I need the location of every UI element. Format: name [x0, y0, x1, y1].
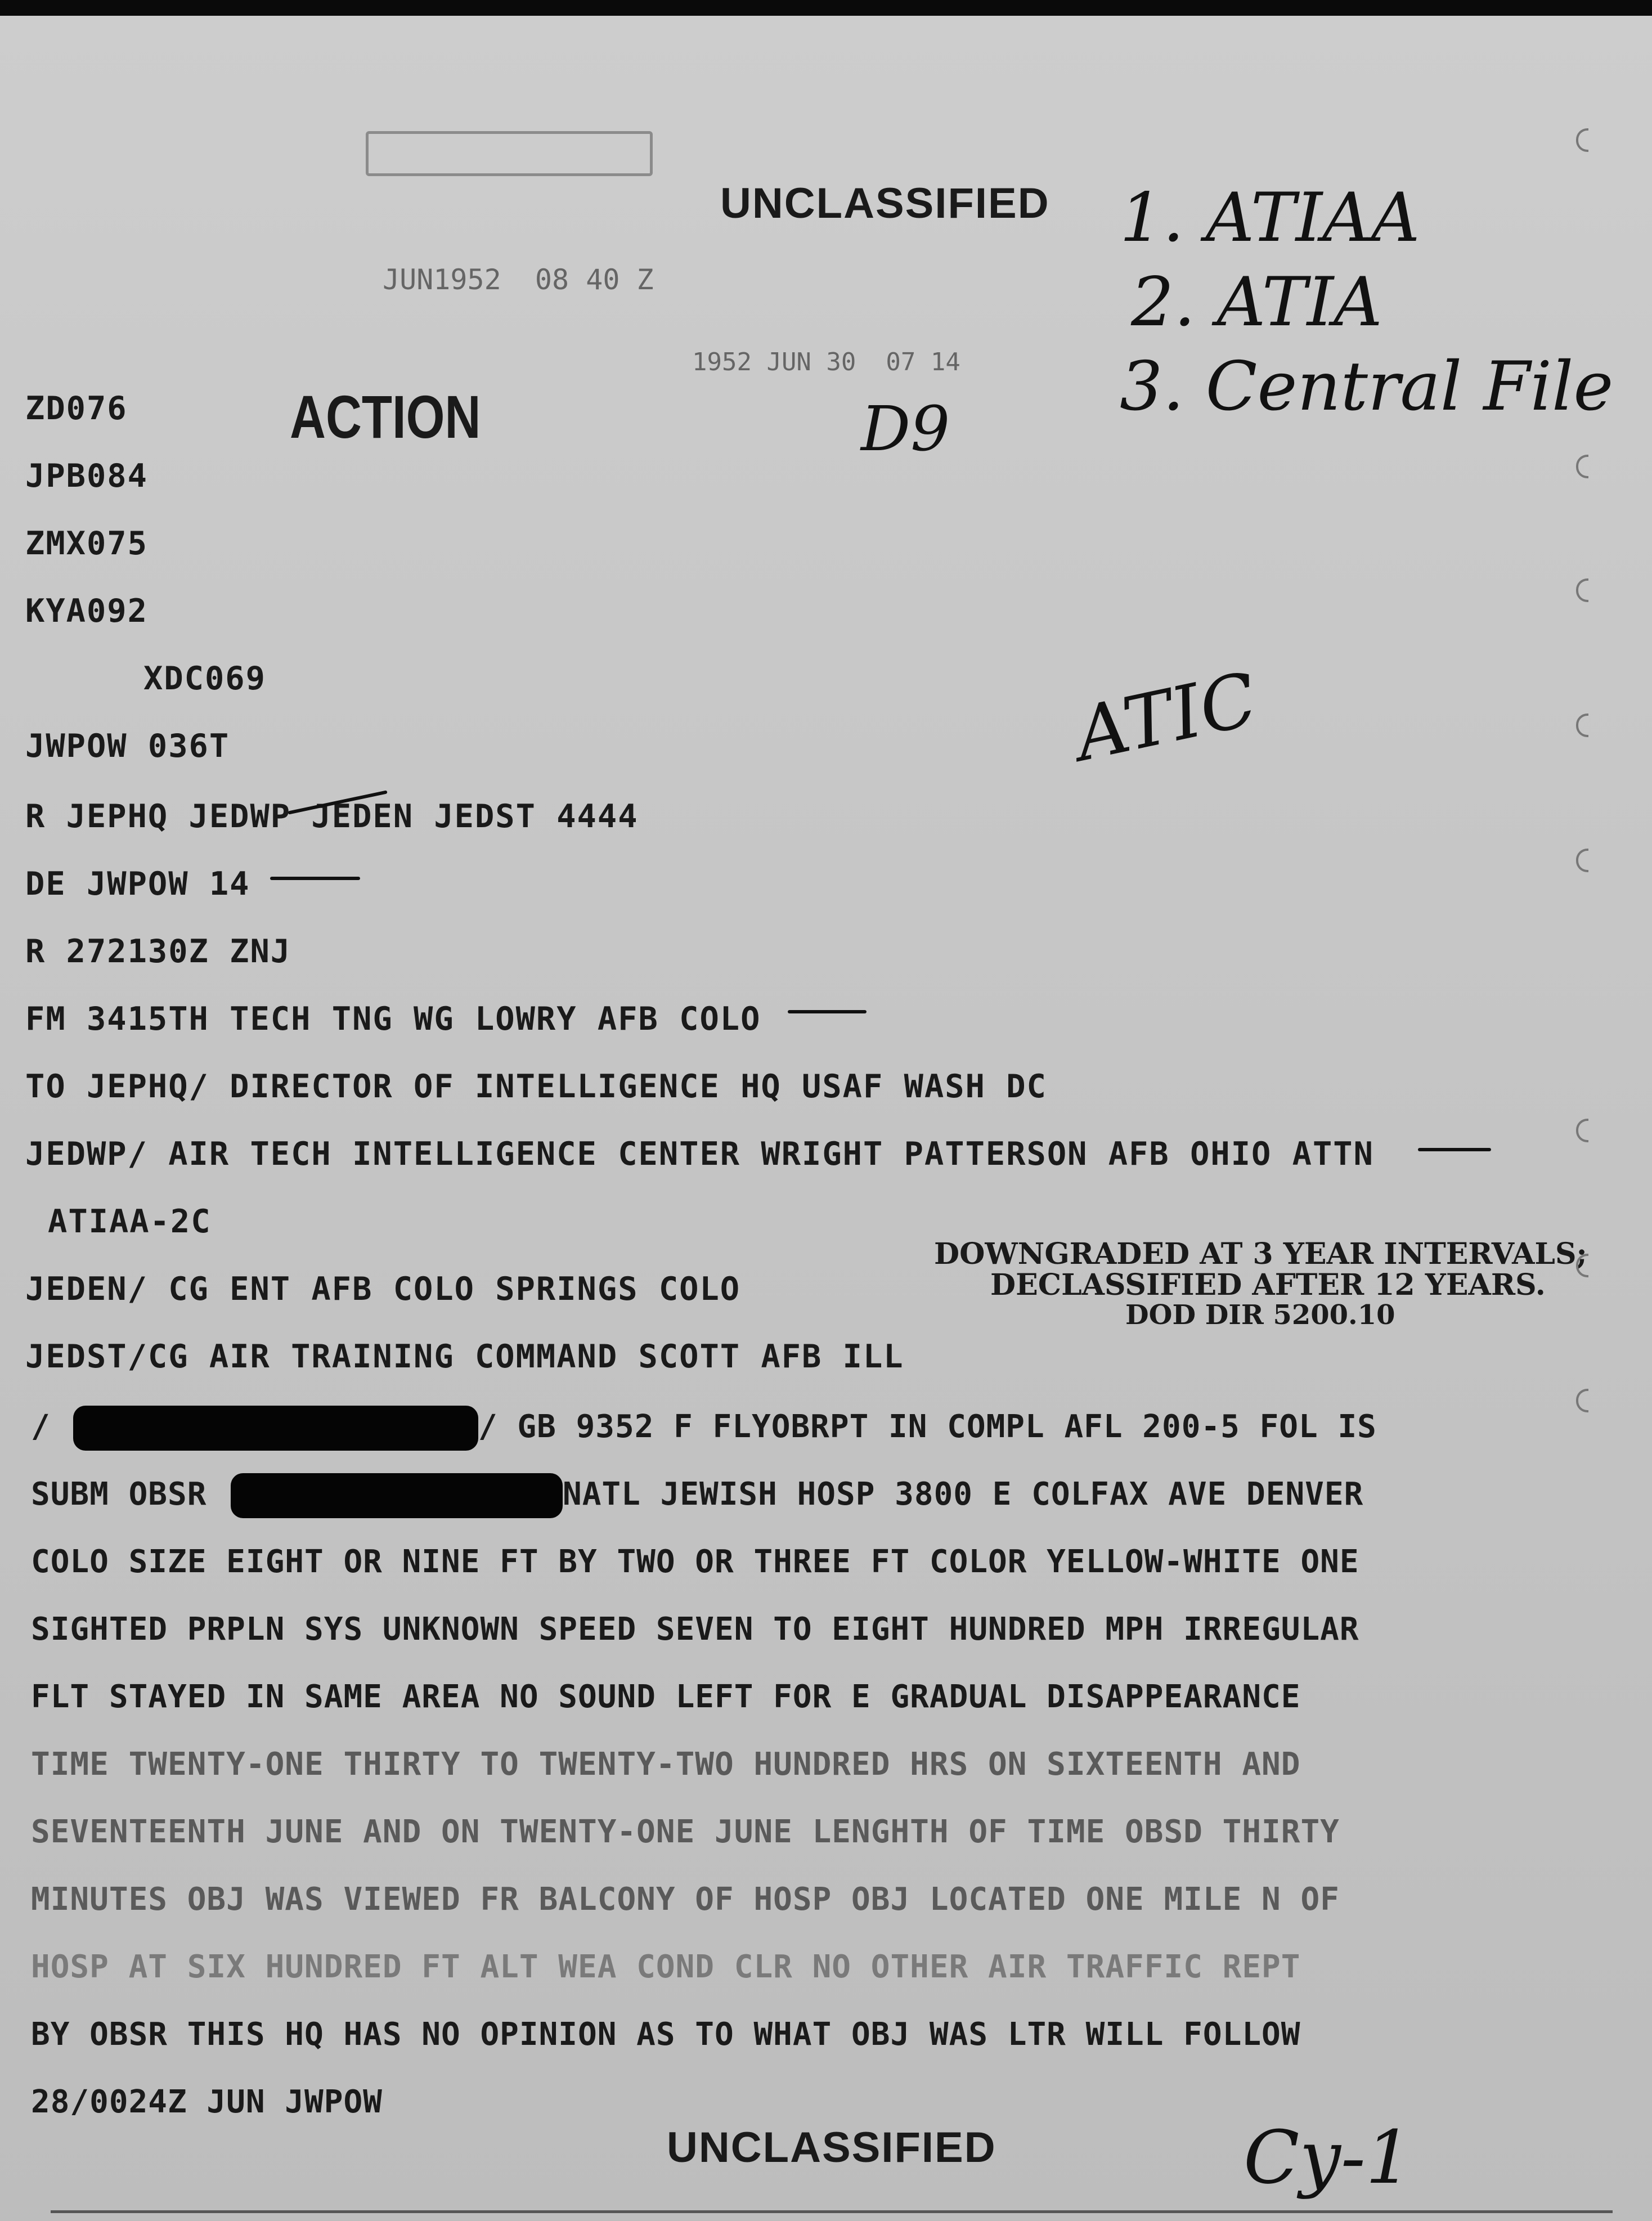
- handwritten-route-3: 3. Central File: [1120, 348, 1614, 426]
- message-line-2: NATL JEWISH HOSP 3800 E COLFAX AVE DENVER: [563, 1476, 1364, 1513]
- action-stamp: ACTION: [290, 383, 481, 451]
- document-page: [0, 16, 1652, 2221]
- routing-code-6: JWPOW 036T: [25, 728, 230, 765]
- header-line-5: TO JEPHQ/ DIRECTOR OF INTELLIGENCE HQ USAF WASH DC: [25, 1068, 1047, 1105]
- message-line-5: FLT STAYED IN SAME AREA NO SOUND LEFT FOR E GRADUAL DISAPPEARANCE: [31, 1679, 1301, 1715]
- message-line-1: / GB 9352 F FLYOBRPT IN COMPL AFL 200-5 FOL IS: [478, 1408, 1377, 1445]
- tractor-feed-holes: [1576, 128, 1599, 2098]
- message-line-2-prefix: SUBM OBSR: [31, 1476, 207, 1513]
- routing-code-3: ZMX075: [25, 525, 148, 562]
- message-line-7: SEVENTEENTH JUNE AND ON TWENTY-ONE JUNE LENGHTH OF TIME OBSD THIRTY: [31, 1814, 1340, 1850]
- routing-code-5: XDC069: [143, 660, 266, 697]
- underline-mark: [1418, 1148, 1491, 1151]
- routing-code-2: JPB084: [25, 457, 148, 495]
- underline-mark: [270, 877, 360, 880]
- header-line-3: R 272130Z ZNJ: [25, 933, 291, 970]
- message-line-11: 28/0024Z JUN JWPOW: [31, 2084, 383, 2120]
- message-line-8: MINUTES OBJ WAS VIEWED FR BALCONY OF HOSP OBJ LOCATED ONE MILE N OF: [31, 1881, 1340, 1918]
- downgrade-line-3: DOD DIR 5200.10: [1125, 1299, 1395, 1331]
- downgrade-line-2: DECLASSIFIED AFTER 12 YEARS.: [990, 1268, 1546, 1302]
- message-line-10: BY OBSR THIS HQ HAS NO OPINION AS TO WHAT OBJ WAS LTR WILL FOLLOW: [31, 2016, 1301, 2053]
- handwritten-atic: ATIC: [1067, 656, 1264, 778]
- routing-code-4: KYA092: [25, 593, 148, 630]
- feed-hole: [1576, 1389, 1588, 1412]
- feed-hole: [1576, 714, 1588, 737]
- message-line-3: COLO SIZE EIGHT OR NINE FT BY TWO OR THREE FT COLOR YELLOW-WHITE ONE: [31, 1544, 1359, 1580]
- header-line-2: DE JWPOW 14: [25, 865, 250, 903]
- underline-mark: [788, 1010, 867, 1013]
- date-time-stamp: 1952 JUN 30 07 14: [692, 348, 960, 376]
- classification-bottom: UNCLASSIFIED: [667, 2124, 996, 2171]
- redaction-bar: [231, 1473, 563, 1518]
- received-time-stamp: JUN1952 08 40 Z: [383, 263, 654, 296]
- header-line-6: JEDWP/ AIR TECH INTELLIGENCE CENTER WRIGHT PATTERSON AFB OHIO ATTN: [25, 1136, 1374, 1173]
- message-line-4: SIGHTED PRPLN SYS UNKNOWN SPEED SEVEN TO EIGHT HUNDRED MPH IRREGULAR: [31, 1611, 1359, 1648]
- header-line-8: JEDEN/ CG ENT AFB COLO SPRINGS COLO: [25, 1271, 741, 1308]
- header-line-4: FM 3415TH TECH TNG WG LOWRY AFB COLO: [25, 1000, 761, 1038]
- handwritten-page-mark: Cy-1: [1244, 2115, 1412, 2200]
- header-line-7: ATIAA-2C: [48, 1203, 212, 1240]
- downgrade-line-1: DOWNGRADED AT 3 YEAR INTERVALS;: [934, 1237, 1587, 1271]
- message-line-1-prefix: /: [31, 1408, 51, 1445]
- feed-hole: [1576, 578, 1588, 602]
- classification-top: UNCLASSIFIED: [720, 180, 1050, 227]
- feed-hole: [1576, 849, 1588, 872]
- bottom-frame-line: [51, 2210, 1613, 2213]
- redaction-bar: [73, 1406, 478, 1451]
- top-stamp-box: [366, 131, 653, 176]
- handwritten-mark: D9: [861, 393, 950, 465]
- handwritten-route-2: 2. ATIA: [1131, 263, 1382, 342]
- feed-hole: [1576, 455, 1588, 478]
- feed-hole: [1576, 128, 1588, 152]
- feed-hole: [1576, 1119, 1588, 1142]
- feed-hole: [1576, 1254, 1588, 1277]
- routing-code-1: ZD076: [25, 390, 128, 427]
- header-line-9: JEDST/CG AIR TRAINING COMMAND SCOTT AFB ILL: [25, 1338, 904, 1375]
- header-line-1: R JEPHQ JEDWP JEDEN JEDST 4444: [25, 798, 639, 835]
- handwritten-route-1: 1. ATIAA: [1120, 179, 1420, 257]
- message-line-9: HOSP AT SIX HUNDRED FT ALT WEA COND CLR NO OTHER AIR TRAFFIC REPT: [31, 1949, 1301, 1985]
- message-line-6: TIME TWENTY-ONE THIRTY TO TWENTY-TWO HUNDRED HRS ON SIXTEENTH AND: [31, 1746, 1301, 1783]
